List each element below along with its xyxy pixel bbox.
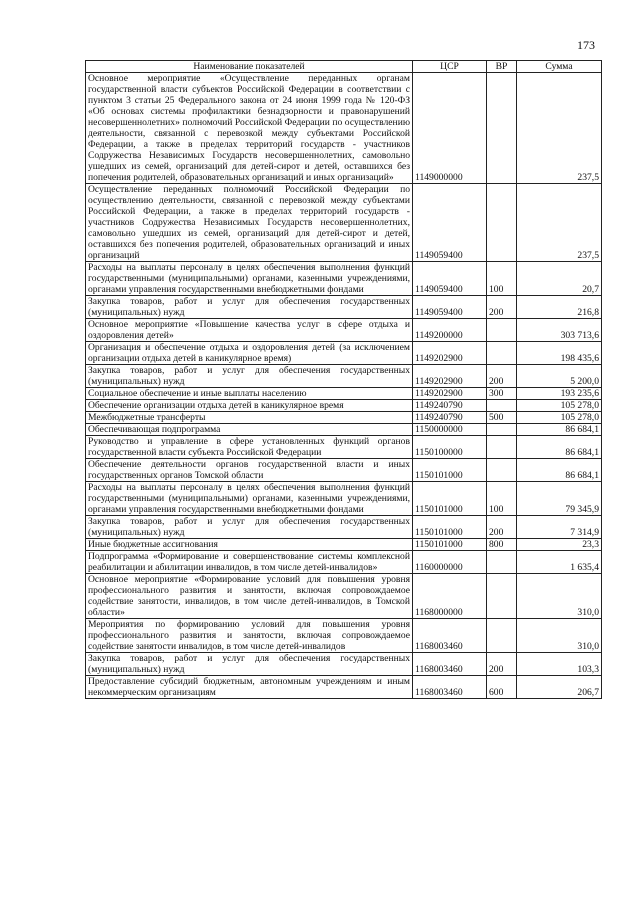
cell-vr — [487, 73, 517, 184]
page-number: 173 — [577, 38, 595, 52]
cell-name: Обеспечение организации отдыха детей в каникулярное время — [86, 400, 413, 412]
cell-name: Основное мероприятие «Повышение качества услуг в сфере отдыха и оздоровления детей» — [86, 319, 413, 342]
cell-csr: 1149000000 — [413, 73, 487, 184]
cell-csr: 1168003460 — [413, 676, 487, 699]
table-row — [86, 516, 602, 539]
cell-name: Закупка товаров, работ и услуг для обеспечения государственных (муниципальных) нужд — [86, 296, 413, 319]
cell-vr — [487, 184, 517, 262]
cell-sum: 193 235,6 — [517, 388, 602, 400]
cell-name: Расходы на выплаты персоналу в целях обеспечения выполнения функций государственными (муниципальными) органами, казенными учреждениями, органами управления государственными внебюджетными фондами — [86, 482, 413, 516]
budget-table — [85, 60, 602, 699]
cell-csr: 1149202900 — [413, 365, 487, 388]
cell-csr: 1168000000 — [413, 574, 487, 619]
table-row — [86, 459, 602, 482]
cell-name: Осуществление переданных полномочий Российской Федерации по осуществлению деятельности, связанной с перевозкой между субъектами Российской Федерации, а также в пределах территорий государств - участников Содружества Независимых Государств несовершеннолетних, самовольно ушедших из семей, организаций для детей-сирот и детей, оставшихся без попечения родителей, образовательных организаций и иных организаций — [86, 184, 413, 262]
cell-name: Закупка товаров, работ и услуг для обеспечения государственных (муниципальных) нужд — [86, 516, 413, 539]
cell-csr: 1150000000 — [413, 424, 487, 436]
cell-vr: 200 — [487, 516, 517, 539]
cell-csr: 1168003460 — [413, 619, 487, 653]
cell-csr: 1149059400 — [413, 262, 487, 296]
cell-csr: 1150101000 — [413, 516, 487, 539]
cell-sum: 198 435,6 — [517, 342, 602, 365]
cell-csr: 1150101000 — [413, 459, 487, 482]
cell-sum: 23,3 — [517, 539, 602, 551]
cell-vr — [487, 436, 517, 459]
cell-csr: 1149059400 — [413, 184, 487, 262]
cell-sum: 303 713,6 — [517, 319, 602, 342]
cell-vr: 500 — [487, 412, 517, 424]
cell-vr: 600 — [487, 676, 517, 699]
cell-name: Расходы на выплаты персоналу в целях обеспечения выполнения функций государственными (муниципальными) органами, казенными учреждениями, органами управления государственными внебюджетными фондами — [86, 262, 413, 296]
table-row — [86, 319, 602, 342]
cell-csr: 1150100000 — [413, 436, 487, 459]
cell-sum: 86 684,1 — [517, 436, 602, 459]
table-row — [86, 400, 602, 412]
cell-sum: 206,7 — [517, 676, 602, 699]
cell-vr: 800 — [487, 539, 517, 551]
table-row — [86, 296, 602, 319]
cell-csr: 1150101000 — [413, 539, 487, 551]
cell-name: Предоставление субсидий бюджетным, автономным учреждениям и иным некоммерческим организациям — [86, 676, 413, 699]
header-csr: ЦСР — [413, 61, 487, 73]
table-row — [86, 184, 602, 262]
cell-vr: 200 — [487, 653, 517, 676]
table-row — [86, 412, 602, 424]
cell-vr — [487, 459, 517, 482]
cell-csr: 1149059400 — [413, 296, 487, 319]
header-vr: ВР — [487, 61, 517, 73]
cell-name: Межбюджетные трансферты — [86, 412, 413, 424]
cell-vr — [487, 574, 517, 619]
table-row — [86, 676, 602, 699]
cell-vr — [487, 424, 517, 436]
cell-name: Закупка товаров, работ и услуг для обеспечения государственных (муниципальных) нужд — [86, 653, 413, 676]
cell-csr: 1149200000 — [413, 319, 487, 342]
cell-name: Социальное обеспечение и иные выплаты населению — [86, 388, 413, 400]
cell-name: Мероприятия по формированию условий для повышения уровня профессионального развития и занятости, включая сопровождаемое содействие занятости инвалидов, в том числе детей-инвалидов — [86, 619, 413, 653]
cell-sum: 310,0 — [517, 619, 602, 653]
cell-name: Организация и обеспечение отдыха и оздоровления детей (за исключением организации отдыха детей в каникулярное время) — [86, 342, 413, 365]
table-row — [86, 73, 602, 184]
cell-sum: 86 684,1 — [517, 424, 602, 436]
table-row — [86, 539, 602, 551]
table-row — [86, 365, 602, 388]
cell-vr — [487, 400, 517, 412]
cell-sum: 103,3 — [517, 653, 602, 676]
cell-sum: 1 635,4 — [517, 551, 602, 574]
cell-name: Закупка товаров, работ и услуг для обеспечения государственных (муниципальных) нужд — [86, 365, 413, 388]
cell-csr: 1150101000 — [413, 482, 487, 516]
cell-csr: 1168003460 — [413, 653, 487, 676]
cell-csr: 1149240790 — [413, 400, 487, 412]
table-row — [86, 574, 602, 619]
cell-sum: 86 684,1 — [517, 459, 602, 482]
table-row — [86, 424, 602, 436]
cell-name: Обеспечивающая подпрограмма — [86, 424, 413, 436]
table-row — [86, 619, 602, 653]
cell-name: Подпрограмма «Формирование и совершенствование системы комплексной реабилитации и абилитации инвалидов, в том числе детей-инвалидов» — [86, 551, 413, 574]
cell-csr: 1160000000 — [413, 551, 487, 574]
cell-name: Основное мероприятие «Формирование условий для повышения уровня профессионального развития и занятости, включая сопровождаемое содействие занятости, инвалидов, в том числе детей-инвалидов, в Томской области» — [86, 574, 413, 619]
cell-csr: 1149240790 — [413, 412, 487, 424]
cell-sum: 7 314,9 — [517, 516, 602, 539]
cell-vr: 300 — [487, 388, 517, 400]
cell-vr — [487, 551, 517, 574]
table-row — [86, 482, 602, 516]
cell-name: Обеспечение деятельности органов государственной власти и иных государственных органов Томской области — [86, 459, 413, 482]
cell-vr — [487, 319, 517, 342]
cell-vr — [487, 342, 517, 365]
cell-name: Иные бюджетные ассигнования — [86, 539, 413, 551]
cell-sum: 310,0 — [517, 574, 602, 619]
cell-sum: 5 200,0 — [517, 365, 602, 388]
cell-sum: 237,5 — [517, 184, 602, 262]
table-row — [86, 436, 602, 459]
cell-name: Руководство и управление в сфере установленных функций органов государственной власти субъекта Российской Федерации — [86, 436, 413, 459]
cell-vr: 200 — [487, 296, 517, 319]
header-name: Наименование показателей — [86, 61, 413, 73]
table-row — [86, 262, 602, 296]
cell-csr: 1149202900 — [413, 388, 487, 400]
table-row — [86, 551, 602, 574]
header-sum: Сумма — [517, 61, 602, 73]
cell-sum: 105 278,0 — [517, 412, 602, 424]
cell-vr: 100 — [487, 262, 517, 296]
cell-sum: 79 345,9 — [517, 482, 602, 516]
cell-sum: 20,7 — [517, 262, 602, 296]
table-row — [86, 388, 602, 400]
header-row — [86, 61, 602, 73]
cell-sum: 237,5 — [517, 73, 602, 184]
table-row — [86, 653, 602, 676]
cell-sum: 216,8 — [517, 296, 602, 319]
cell-csr: 1149202900 — [413, 342, 487, 365]
cell-vr — [487, 619, 517, 653]
cell-name: Основное мероприятие «Осуществление переданных органам государственной власти субъектов Российской Федерации в соответствии с пунктом 3 статьи 25 Федерального закона от 24 июня 1999 года № 120-ФЗ «Об основах системы профилактики безнадзорности и правонарушений несовершеннолетних» полномочий Российской Федерации по осуществлению деятельности, связанной с перевозкой между субъектами Российской Федерации, а также в пределах территорий государств - участников Содружества Независимых Государств несовершеннолетних, самовольно ушедших из семей, организаций для детей-сирот и детей, оставшихся без попечения родителей, образовательных организаций и иных организаций» — [86, 73, 413, 184]
cell-vr: 200 — [487, 365, 517, 388]
cell-vr: 100 — [487, 482, 517, 516]
cell-sum: 105 278,0 — [517, 400, 602, 412]
table-row — [86, 342, 602, 365]
